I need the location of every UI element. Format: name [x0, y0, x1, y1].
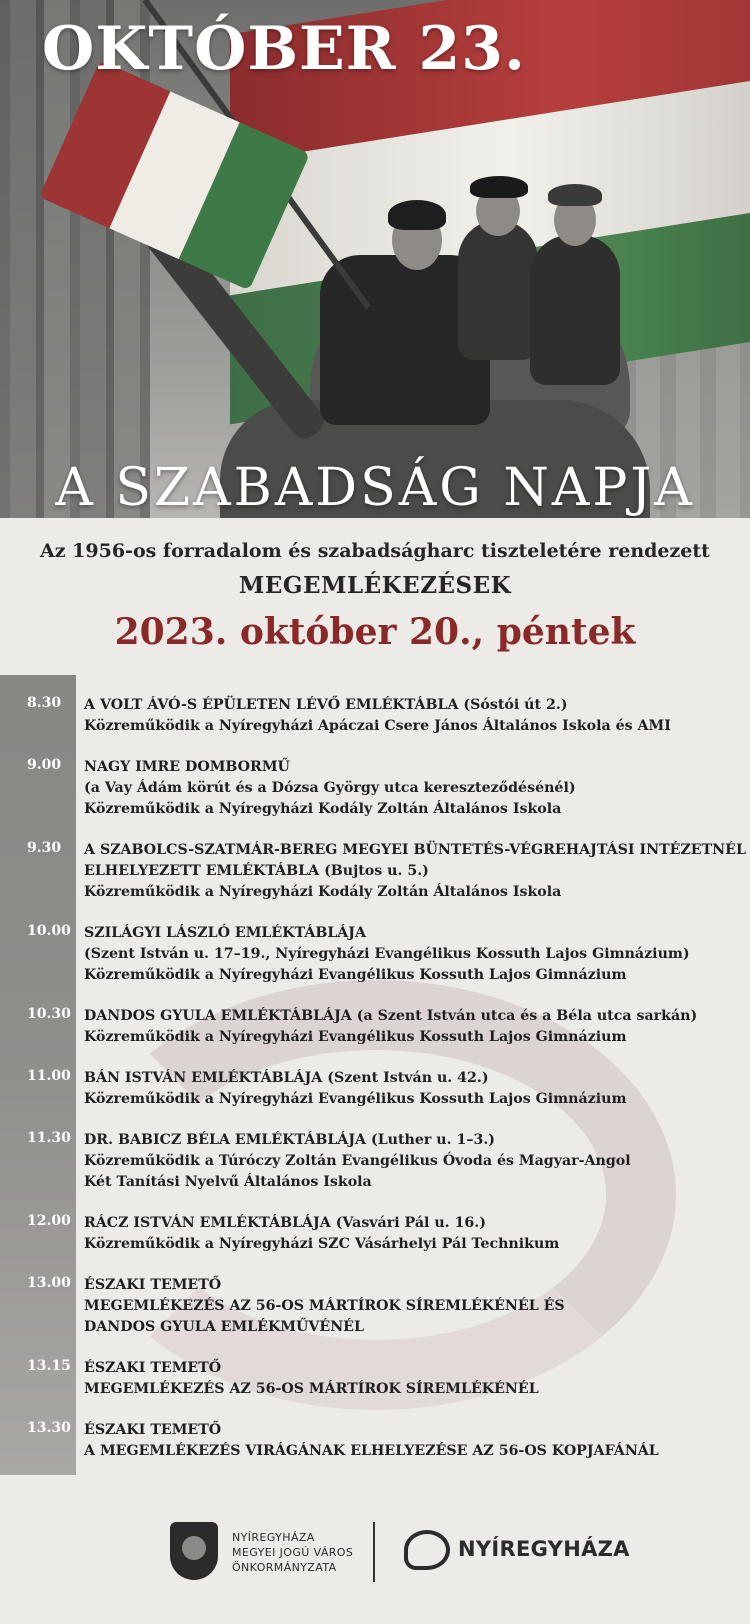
schedule-line: Közreműködik a Nyíregyházi SZC Vásárhelyi Pál Technikum: [84, 1236, 560, 1252]
city-line: NYÍREGYHÁZA: [232, 1531, 315, 1544]
schedule-line: MEGEMLÉKEZÉS AZ 56-OS MÁRTÍROK SÍREMLÉKÉNÉL: [84, 1381, 539, 1397]
schedule-list: [0, 695, 750, 1482]
schedule-time: 13.30: [27, 1420, 71, 1436]
city-crest-icon: [170, 1522, 218, 1580]
schedule-line: SZILÁGYI LÁSZLÓ EMLÉKTÁBLÁJA: [84, 925, 367, 941]
footer-divider: [373, 1522, 375, 1582]
schedule-line: DANDOS GYULA EMLÉKMŰVÉNÉL: [84, 1319, 364, 1335]
schedule-line: Közreműködik a Nyíregyházi Evangélikus Kossuth Lajos Gimnázium: [84, 1091, 627, 1107]
person-cap: [548, 184, 602, 206]
schedule-line: A MEGEMLÉKEZÉS VIRÁGÁNAK ELHELYEZÉSE AZ 56-OS KOPJAFÁNÁL: [84, 1443, 659, 1459]
person-standing-2: [530, 235, 620, 385]
schedule-line: Közreműködik a Nyíregyházi Evangélikus Kossuth Lajos Gimnázium: [84, 967, 627, 983]
schedule-line: NAGY IMRE DOMBORMŰ: [84, 759, 290, 775]
schedule-line: DANDOS GYULA EMLÉKTÁBLÁJA (a Szent István utca és a Béla utca sarkán): [84, 1008, 698, 1024]
schedule-line: (a Vay Ádám körút és a Dózsa György utca kereszteződésénél): [84, 780, 576, 796]
schedule-line: DR. BABICZ BÉLA EMLÉKTÁBLÁJA (Luther u. 1–3.): [84, 1132, 495, 1148]
schedule-line: Közreműködik a Túróczy Zoltán Evangélikus Óvoda és Magyar-Angol: [84, 1153, 631, 1169]
schedule-line: RÁCZ ISTVÁN EMLÉKTÁBLÁJA (Vasvári Pál u. 16.): [84, 1215, 486, 1231]
brand-name: NYÍREGYHÁZA: [458, 1537, 630, 1561]
schedule-time: 10.30: [27, 1006, 71, 1022]
intro-line: Az 1956-os forradalom és szabadságharc tiszteletére rendezett: [40, 540, 710, 562]
person-cap: [470, 176, 528, 198]
schedule-line: Két Tanítási Nyelvű Általános Iskola: [84, 1174, 372, 1190]
nyiregyhaza-logo-icon: [404, 1530, 450, 1570]
schedule-time: 13.00: [27, 1275, 71, 1291]
schedule-line: ÉSZAKI TEMETŐ: [84, 1422, 222, 1438]
schedule-line: Közreműködik a Nyíregyházi Evangélikus Kossuth Lajos Gimnázium: [84, 1029, 627, 1045]
schedule-item: [0, 1130, 750, 1193]
city-line: MEGYEI JOGÚ VÁROS: [232, 1546, 354, 1559]
schedule-line: BÁN ISTVÁN EMLÉKTÁBLÁJA (Szent István u. 42.): [84, 1070, 489, 1086]
schedule-time: 11.00: [27, 1068, 71, 1084]
schedule-line: ELHELYEZETT EMLÉKTÁBLA (Bujtos u. 5.): [84, 863, 429, 879]
hero-subtitle: A SZABADSÁG NAPJA: [55, 458, 695, 518]
schedule-line: ÉSZAKI TEMETŐ: [84, 1360, 222, 1376]
schedule-time: 9.30: [27, 840, 62, 856]
person-hair: [388, 200, 446, 230]
schedule-item: [0, 1068, 750, 1110]
schedule-item: [0, 1358, 750, 1400]
schedule-item: [0, 1213, 750, 1255]
schedule-item: [0, 923, 750, 986]
city-government-name: [232, 1530, 353, 1575]
schedule-line: Közreműködik a Nyíregyházi Apáczai Csere János Általános Iskola és AMI: [84, 718, 671, 734]
schedule-time: 12.00: [27, 1213, 71, 1229]
schedule-line: MEGEMLÉKEZÉS AZ 56-OS MÁRTÍROK SÍREMLÉKÉNÉL ÉS: [84, 1298, 565, 1314]
hero-photo: [0, 0, 750, 518]
schedule-time: 8.30: [27, 695, 62, 711]
city-line: ÖNKORMÁNYZATA: [232, 1561, 337, 1574]
intro-heading: MEGEMLÉKEZÉSEK: [238, 572, 512, 599]
schedule-time: 11.30: [27, 1130, 71, 1146]
event-date: 2023. október 20., péntek: [114, 611, 636, 653]
schedule-item: [0, 1275, 750, 1338]
schedule-item: [0, 757, 750, 820]
hero-title: OKTÓBER 23.: [42, 14, 526, 84]
schedule-item: [0, 840, 750, 903]
schedule-line: A VOLT ÁVÓ-S ÉPÜLETEN LÉVŐ EMLÉKTÁBLA (Sóstói út 2.): [84, 697, 568, 713]
schedule-item: [0, 1420, 750, 1462]
schedule-line: Közreműködik a Nyíregyházi Kodály Zoltán Általános Iskola: [84, 801, 562, 817]
schedule-time: 9.00: [27, 757, 62, 773]
intro: [0, 540, 750, 653]
schedule-line: ÉSZAKI TEMETŐ: [84, 1277, 222, 1293]
schedule-item: [0, 695, 750, 737]
schedule-line: Közreműködik a Nyíregyházi Kodály Zoltán Általános Iskola: [84, 884, 562, 900]
schedule-line: (Szent István u. 17–19., Nyíregyházi Evangélikus Kossuth Lajos Gimnázium): [84, 946, 690, 962]
person-standing-1: [458, 220, 538, 360]
schedule-time: 13.15: [27, 1358, 71, 1374]
schedule-time: 10.00: [27, 923, 71, 939]
schedule-line: A SZABOLCS-SZATMÁR-BEREG MEGYEI BÜNTETÉS-VÉGREHAJTÁSI INTÉZETNÉL: [84, 842, 746, 858]
schedule-item: [0, 1006, 750, 1048]
